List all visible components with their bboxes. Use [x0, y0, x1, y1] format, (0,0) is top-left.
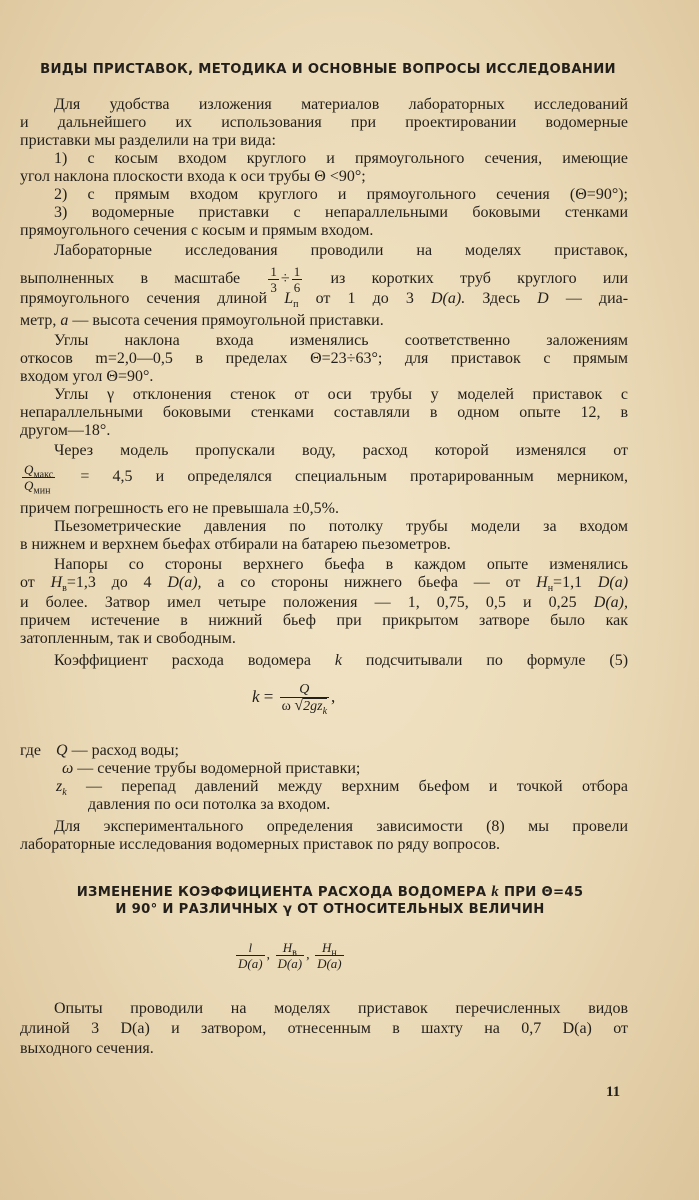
fraction-q-ratio: $\frac{Q_{макс}}{Q_{мин}}$ [24, 461, 54, 497]
text-line: Для экспериментального определения зависимости (8) мы провели [54, 818, 628, 835]
text-line-with-ratio: $\frac{Q_{макс}}{Q_{мин}}$ = 4,5 и определялся специальным протарированным мерником, [24, 461, 629, 497]
text-line: угол наклона плоскости входа к оси трубы Θ <90°; [20, 168, 366, 185]
text-line: Для удобства изложения материалов лабораторных исследований [54, 96, 628, 113]
text-line: Углы γ отклонения стенок от оси трубы у моделей приставок с [54, 386, 628, 403]
list-item-1: 1) с косым входом круглого и прямоугольного сечения, имеющие [54, 150, 628, 167]
fraction-one-third: $\frac{1}{3}$ [270, 264, 277, 295]
text-line: Через модель пропускали воду, расход которой изменялся от [54, 442, 628, 459]
where-item-q: Q — расход воды; [56, 742, 179, 759]
section-heading-2: ИЗМЕНЕНИЕ КОЭФФИЦИЕНТА РАСХОДА ВОДОМЕРА k ПРИ Θ=45 [76, 884, 584, 900]
text-line: прямоугольного сечения длиной $L_п$ от 1 до 3 D(a). Здесь D — диа- [20, 290, 629, 311]
text-line: прямоугольного сечения с косым и прямым входом. [20, 222, 374, 239]
page-number: 11 [606, 1084, 621, 1100]
text-line: Углы наклона входа изменялись соответственно заложениям [54, 332, 628, 349]
text-line: затопленным, так и свободным. [20, 630, 236, 647]
text-line: выходного сечения. [20, 1040, 154, 1057]
list-item-3: 3) водомерные приставки с непараллельными боковыми стенками [54, 204, 628, 221]
text-line: непараллельными боковыми стенками составляли в одном опыте 12, в [20, 404, 628, 421]
text-line: Коэффициент расхода водомера k подсчитывали по формуле (5) [54, 652, 629, 669]
text-line-with-scale: выполненных в масштабе $\frac{1}{3}$ ÷ $\frac{1}{6}$ из коротких труб круглого или [20, 264, 629, 295]
relative-ratios: $\frac{l}{D(a)}$ , $\frac{H_в}{D(a)}$ , $\frac{H_н}{D(a)}$ [238, 940, 342, 971]
text-line: Опыты проводили на моделях приставок перечисленных видов [54, 1000, 628, 1017]
text-line: другом—18°. [20, 422, 111, 439]
text-line: и более. Затвор имел четыре положения — 1, 0,75, 0,5 и 0,25 D(a), [20, 594, 629, 611]
text-line: лабораторные исследования водомерных приставок по ряду вопросов. [20, 836, 501, 853]
text-line: и дальнейшего их использования при проектировании водомерные [20, 114, 628, 131]
where-item-omega: ω — сечение трубы водомерной приставки; [62, 760, 361, 777]
text-line: метр, a — высота сечения прямоугольной приставки. [20, 312, 384, 329]
where-continuation: давления по оси потолка за входом. [88, 796, 331, 813]
text-line: от $H_в=1,3$ до 4 D(a), а со стороны нижнего бьефа — от $H_н=1,1$ D(a) [20, 574, 629, 595]
where-intro: где [20, 742, 42, 759]
where-item-z: $z_k$ — перепад давлений между верхним бьефом и точкой отбора [56, 778, 629, 799]
section-heading: ВИДЫ ПРИСТАВОК, МЕТОДИКА И ОСНОВНЫЕ ВОПРОСЫ ИССЛЕДОВАНИИ [40, 62, 616, 77]
section-heading-2-line2: И 90° И РАЗЛИЧНЫХ γ ОТ ОТНОСИТЕЛЬНЫХ ВЕЛИЧИН [115, 902, 545, 917]
text-line: приставки мы разделили на три вида: [20, 132, 276, 149]
text-line: откосов m=2,0—0,5 в пределах Θ=23÷63°; для приставок с прямым [20, 350, 628, 367]
text-line: причем истечение в нижний бьеф при прикрытом затворе было как [20, 612, 628, 629]
text-line: длиной 3 D(a) и затвором, отнесенным в шахту на 0,7 D(a) от [20, 1020, 628, 1037]
fraction-one-sixth: $\frac{1}{6}$ [293, 264, 301, 295]
text-line: Лабораторные исследования проводили на моделях приставок, [54, 242, 628, 259]
text-line: Пьезометрические давления по потолку трубы модели за входом [54, 518, 628, 535]
text-line: в нижнем и верхнем бьефах отбирали на батарею пьезометров. [20, 536, 451, 553]
text-line: Напоры со стороны верхнего бьефа в каждом опыте изменялись [54, 556, 628, 573]
text-line: входом угол Θ=90°. [20, 368, 154, 385]
list-item-2: 2) с прямым входом круглого и прямоугольного сечения (Θ=90°); [54, 186, 628, 203]
text-line: причем погрешность его не превышала ±0,5%. [20, 500, 339, 517]
discharge-formula: k = $\frac{Q}{\omega √2gz_k}$ , [252, 682, 336, 717]
